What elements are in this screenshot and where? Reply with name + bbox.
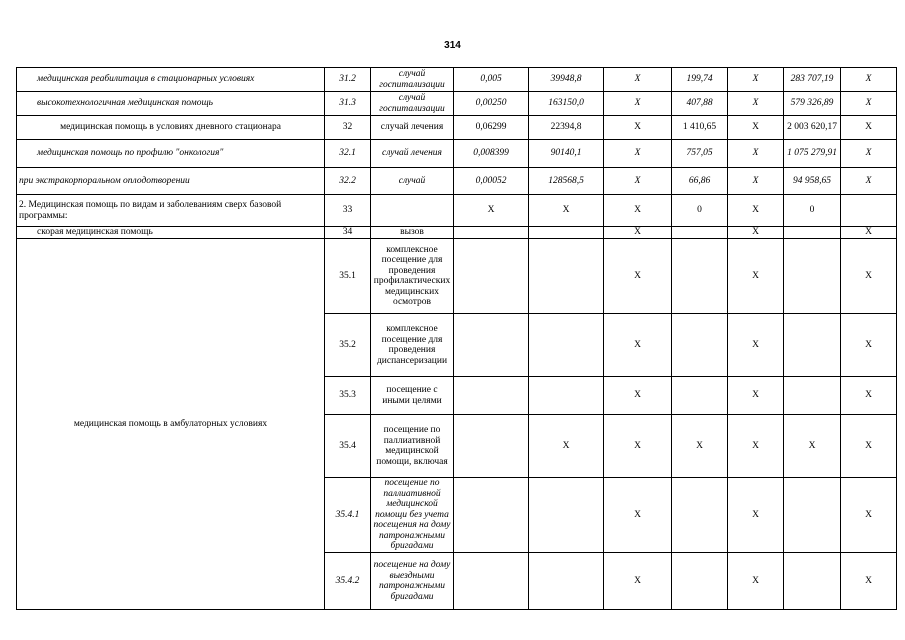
unit-cell: комплексное посещение для проведения диспансеризации <box>371 314 454 377</box>
value-cell: X <box>604 168 672 195</box>
row-number-cell: 31.3 <box>325 92 371 116</box>
unit-cell: посещение с иными целями <box>371 377 454 415</box>
value-cell <box>841 195 897 227</box>
value-cell <box>784 239 841 314</box>
value-cell: X <box>728 116 784 140</box>
value-cell: X <box>604 478 672 553</box>
row-number-cell: 33 <box>325 195 371 227</box>
value-cell: X <box>604 415 672 478</box>
value-cell: X <box>841 227 897 239</box>
table-row <box>17 92 897 116</box>
value-cell: X <box>728 239 784 314</box>
value-cell: X <box>784 415 841 478</box>
value-cell <box>454 478 529 553</box>
value-cell: X <box>604 314 672 377</box>
page-number: 314 <box>444 40 461 51</box>
value-cell: 1 410,65 <box>672 116 728 140</box>
unit-cell <box>371 195 454 227</box>
value-cell: X <box>728 168 784 195</box>
value-cell <box>529 553 604 610</box>
value-cell: 128568,5 <box>529 168 604 195</box>
value-cell: X <box>604 239 672 314</box>
row-number-cell: 32 <box>325 116 371 140</box>
value-cell: X <box>604 140 672 168</box>
row-number-cell: 34 <box>325 227 371 239</box>
value-cell: 94 958,65 <box>784 168 841 195</box>
data-table <box>16 67 897 610</box>
value-cell: X <box>728 140 784 168</box>
value-cell: X <box>841 553 897 610</box>
value-cell: 22394,8 <box>529 116 604 140</box>
value-cell <box>784 377 841 415</box>
value-cell: X <box>728 227 784 239</box>
value-cell: X <box>841 314 897 377</box>
value-cell: 2 003 620,17 <box>784 116 841 140</box>
value-cell: 0,00052 <box>454 168 529 195</box>
row-number-cell: 31.2 <box>325 68 371 92</box>
value-cell: X <box>454 195 529 227</box>
value-cell <box>784 478 841 553</box>
value-cell: X <box>841 68 897 92</box>
value-cell <box>454 227 529 239</box>
unit-cell: случай госпитализации <box>371 92 454 116</box>
value-cell: X <box>728 377 784 415</box>
value-cell: X <box>728 68 784 92</box>
value-cell <box>784 227 841 239</box>
unit-cell: случай лечения <box>371 140 454 168</box>
value-cell: X <box>728 415 784 478</box>
value-cell <box>672 227 728 239</box>
value-cell: X <box>841 239 897 314</box>
value-cell: X <box>604 377 672 415</box>
value-cell: X <box>529 195 604 227</box>
value-cell: 163150,0 <box>529 92 604 116</box>
value-cell <box>454 415 529 478</box>
row-name-cell: 2. Медицинская помощь по видам и заболеваниям сверх базовой программы: <box>17 195 325 227</box>
value-cell: 579 326,89 <box>784 92 841 116</box>
value-cell: X <box>841 478 897 553</box>
value-cell: X <box>841 415 897 478</box>
value-cell: X <box>728 92 784 116</box>
value-cell <box>672 239 728 314</box>
value-cell: X <box>672 415 728 478</box>
value-cell: X <box>604 227 672 239</box>
unit-cell: посещение по паллиативной медицинской помощи без учета посещения на дому патронажными бригадами <box>371 478 454 553</box>
value-cell: 199,74 <box>672 68 728 92</box>
table-row <box>17 239 897 314</box>
row-name-cell: медицинская помощь в условиях дневного стационара <box>17 116 325 140</box>
value-cell: X <box>604 553 672 610</box>
row-name-cell: медицинская помощь в амбулаторных условиях <box>17 239 325 610</box>
value-cell: 283 707,19 <box>784 68 841 92</box>
value-cell <box>672 478 728 553</box>
value-cell: 0 <box>672 195 728 227</box>
unit-cell: посещение на дому выездными патронажными бригадами <box>371 553 454 610</box>
value-cell: X <box>841 377 897 415</box>
unit-cell: случай госпитализации <box>371 68 454 92</box>
unit-cell: вызов <box>371 227 454 239</box>
value-cell <box>529 239 604 314</box>
value-cell: 39948,8 <box>529 68 604 92</box>
table-row <box>17 168 897 195</box>
row-number-cell: 32.2 <box>325 168 371 195</box>
row-number-cell: 35.4.1 <box>325 478 371 553</box>
unit-cell: случай <box>371 168 454 195</box>
table-row <box>17 140 897 168</box>
value-cell: X <box>841 140 897 168</box>
value-cell: X <box>728 478 784 553</box>
value-cell: X <box>728 314 784 377</box>
row-number-cell: 35.4 <box>325 415 371 478</box>
value-cell: 1 075 279,91 <box>784 140 841 168</box>
value-cell: 0 <box>784 195 841 227</box>
table-row <box>17 68 897 92</box>
value-cell <box>784 314 841 377</box>
unit-cell: комплексное посещение для проведения профилактических медицинских осмотров <box>371 239 454 314</box>
value-cell: X <box>841 92 897 116</box>
row-name-cell: медицинская реабилитация в стационарных условиях <box>17 68 325 92</box>
unit-cell: посещение по паллиативной медицинской помощи, включая <box>371 415 454 478</box>
row-name-cell: при экстракорпоральном оплодотворении <box>17 168 325 195</box>
value-cell <box>672 314 728 377</box>
value-cell <box>454 377 529 415</box>
value-cell <box>529 227 604 239</box>
value-cell <box>454 239 529 314</box>
value-cell: 407,88 <box>672 92 728 116</box>
value-cell: X <box>529 415 604 478</box>
value-cell: 0,005 <box>454 68 529 92</box>
value-cell: 90140,1 <box>529 140 604 168</box>
value-cell: X <box>604 195 672 227</box>
value-cell <box>529 314 604 377</box>
value-cell <box>529 377 604 415</box>
row-name-cell: высокотехнологичная медицинская помощь <box>17 92 325 116</box>
value-cell: X <box>728 195 784 227</box>
value-cell <box>784 553 841 610</box>
row-number-cell: 35.4.2 <box>325 553 371 610</box>
table-row <box>17 195 897 227</box>
value-cell: X <box>604 68 672 92</box>
value-cell <box>672 553 728 610</box>
row-name-cell: медицинская помощь по профилю "онкология" <box>17 140 325 168</box>
row-number-cell: 35.2 <box>325 314 371 377</box>
row-number-cell: 32.1 <box>325 140 371 168</box>
value-cell <box>454 314 529 377</box>
value-cell: X <box>604 92 672 116</box>
value-cell: 0,008399 <box>454 140 529 168</box>
row-number-cell: 35.3 <box>325 377 371 415</box>
value-cell: 0,00250 <box>454 92 529 116</box>
table-row <box>17 227 897 239</box>
value-cell: 66,86 <box>672 168 728 195</box>
value-cell <box>529 478 604 553</box>
value-cell: 757,05 <box>672 140 728 168</box>
row-name-cell: скорая медицинская помощь <box>17 227 325 239</box>
value-cell <box>454 553 529 610</box>
value-cell: X <box>728 553 784 610</box>
value-cell: X <box>841 116 897 140</box>
value-cell <box>672 377 728 415</box>
unit-cell: случай лечения <box>371 116 454 140</box>
value-cell: 0,06299 <box>454 116 529 140</box>
value-cell: X <box>841 168 897 195</box>
table-row <box>17 116 897 140</box>
value-cell: X <box>604 116 672 140</box>
row-number-cell: 35.1 <box>325 239 371 314</box>
